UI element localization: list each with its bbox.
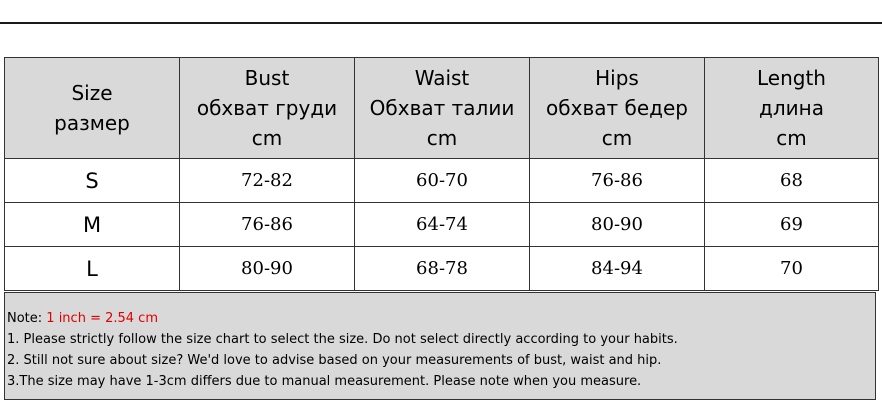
- note-line-2: 2. Still not sure about size? We'd love to advise based on your measurements of bust, waist and hip.: [7, 353, 662, 368]
- header-size-ru: размер: [54, 111, 130, 135]
- bust-cell: 72-82: [180, 159, 355, 203]
- note-line-3: 3.The size may have 1-3cm differs due to manual measurement. Please note when you measure.: [7, 374, 642, 389]
- size-cell: S: [5, 159, 180, 203]
- size-cell: M: [5, 203, 180, 247]
- hips-cell: 84-94: [530, 247, 705, 291]
- notes-box: [4, 292, 876, 400]
- header-row: [5, 58, 879, 159]
- header-bust-ru: обхват груди: [196, 96, 338, 120]
- size-chart-table: [4, 57, 879, 291]
- table-row: [5, 247, 879, 291]
- waist-cell: 68-78: [355, 247, 530, 291]
- length-cell: 70: [705, 247, 879, 291]
- header-hips-ru: обхват бедер: [546, 96, 688, 120]
- waist-cell: 60-70: [355, 159, 530, 203]
- header-waist-en: Waist: [414, 66, 470, 90]
- note-header: [7, 308, 875, 329]
- note-line-1: 1. Please strictly follow the size chart to select the size. Do not select directly according to your habits.: [7, 332, 678, 347]
- length-cell: 68: [705, 159, 879, 203]
- header-length-en: Length: [757, 66, 826, 90]
- header-waist-ru: Обхват талии: [369, 96, 515, 120]
- header-bust: [180, 58, 355, 159]
- bust-cell: 76-86: [180, 203, 355, 247]
- hips-cell: 76-86: [530, 159, 705, 203]
- header-bust-unit: cm: [251, 126, 283, 150]
- waist-cell: 64-74: [355, 203, 530, 247]
- header-waist-unit: cm: [426, 126, 458, 150]
- header-hips-unit: cm: [601, 126, 633, 150]
- top-divider: [0, 22, 882, 24]
- size-cell: L: [5, 247, 180, 291]
- header-size: [5, 58, 180, 159]
- table-row: [5, 159, 879, 203]
- header-hips: [530, 58, 705, 159]
- header-length: [705, 58, 879, 159]
- table-row: [5, 203, 879, 247]
- header-length-unit: cm: [776, 126, 807, 150]
- hips-cell: 80-90: [530, 203, 705, 247]
- header-waist: [355, 58, 530, 159]
- header-length-ru: длина: [759, 96, 824, 120]
- note-prefix: Note:: [7, 311, 47, 326]
- length-cell: 69: [705, 203, 879, 247]
- header-size-en: Size: [71, 81, 113, 105]
- bust-cell: 80-90: [180, 247, 355, 291]
- header-hips-en: Hips: [595, 66, 639, 90]
- unit-conversion: 1 inch = 2.54 cm: [46, 311, 158, 326]
- header-bust-en: Bust: [244, 66, 290, 90]
